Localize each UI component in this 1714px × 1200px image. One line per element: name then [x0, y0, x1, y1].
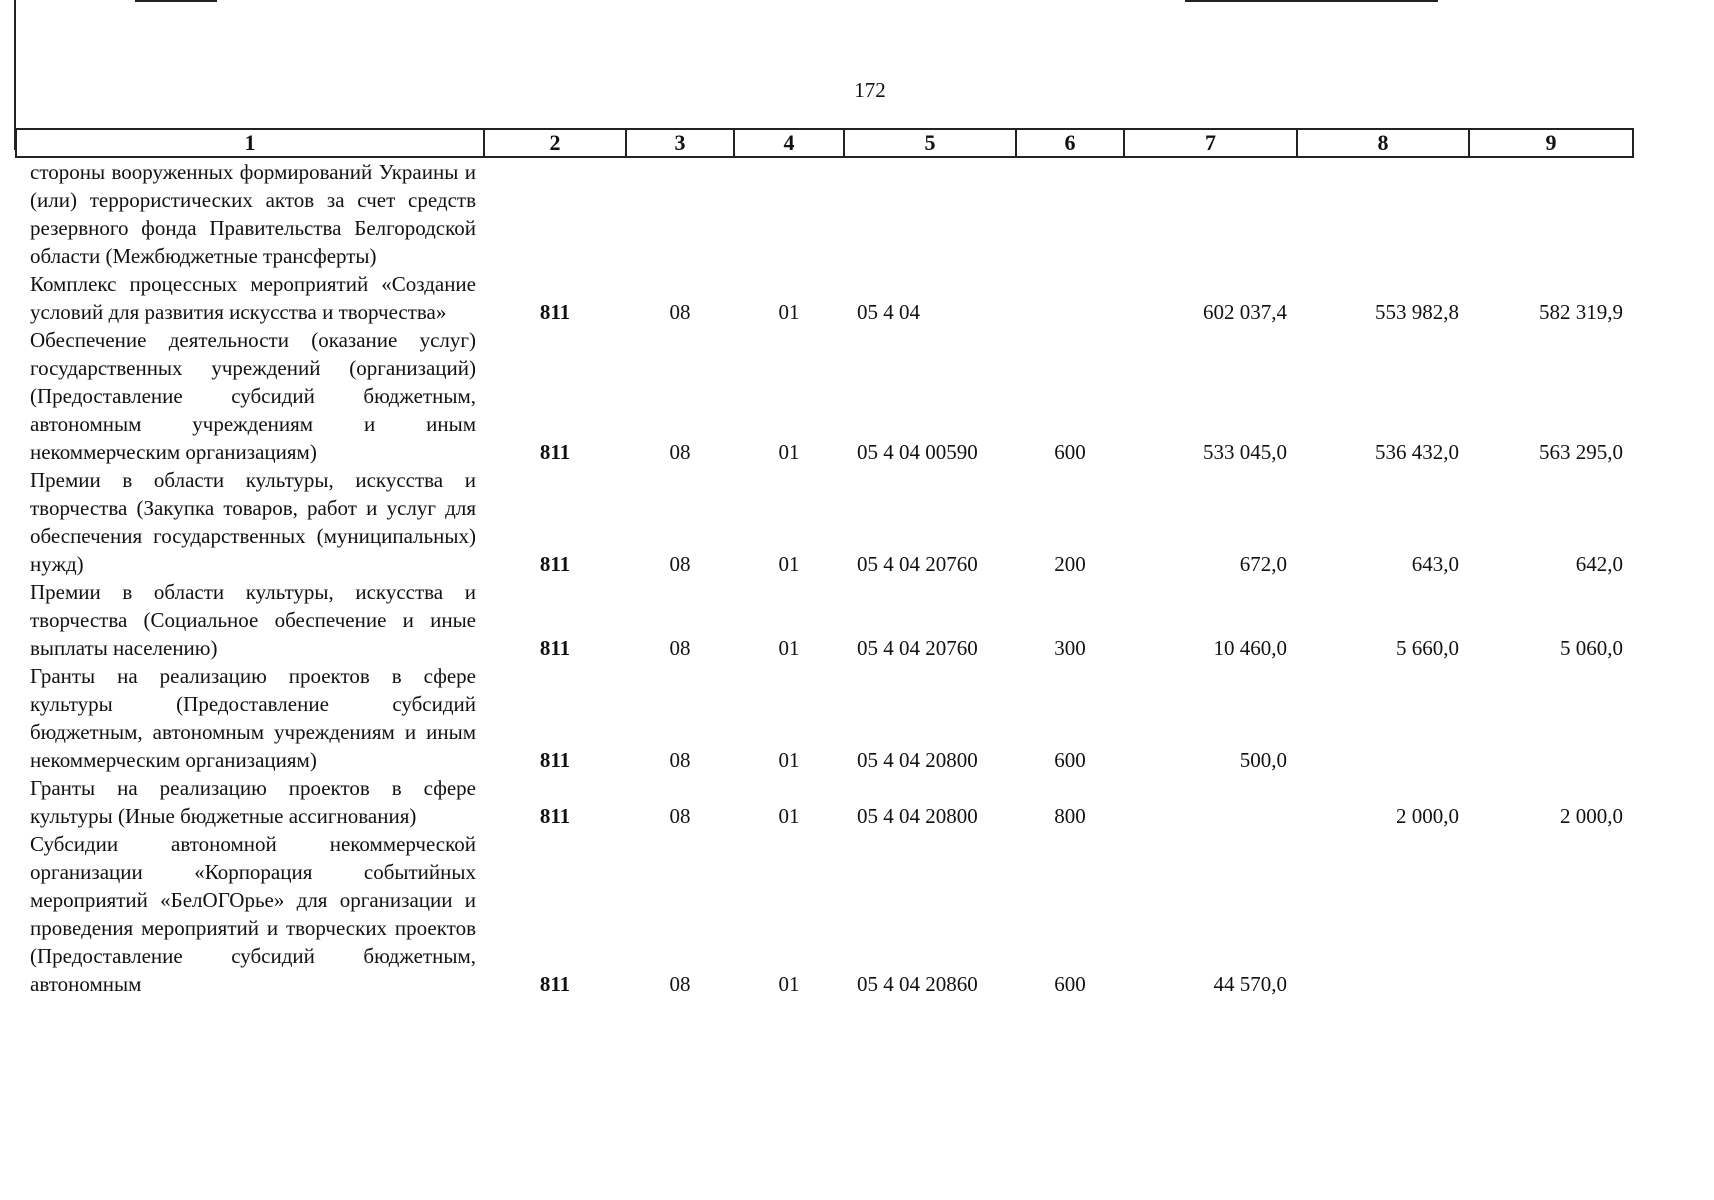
header-cell-4: 4: [734, 129, 844, 157]
cell-section: 08: [669, 972, 691, 996]
cell-amount-8: [1297, 830, 1469, 998]
page-number: 172: [854, 78, 886, 102]
cell-amount-8: 5 660,0: [1396, 636, 1459, 660]
cell-ministry-code: 811: [539, 300, 571, 324]
cell-amount-9: [1469, 662, 1633, 774]
cell-ministry-code: 811: [539, 636, 571, 660]
cell-subsection: 01: [778, 300, 800, 324]
header-cell-3: 3: [626, 129, 734, 157]
header-cell-6: 6: [1016, 129, 1124, 157]
cell-section: 08: [669, 300, 691, 324]
cell-amount-8: 643,0: [1411, 552, 1459, 576]
row-description: Комплекс процессных мероприятий «Создание условий для развития искусства и творчества»: [30, 272, 476, 324]
cell-target-article: [844, 157, 1016, 270]
cell-section: 08: [669, 552, 691, 576]
cell-amount-9: 642,0: [1575, 552, 1623, 576]
cell-subsection: 01: [778, 440, 800, 464]
cell-subsection: 01: [778, 972, 800, 996]
cell-amount-8: [1297, 662, 1469, 774]
table-row: [16, 662, 1633, 774]
row-description: Гранты на реализацию проектов в сфере культуры (Иные бюджетные ассигнования): [30, 776, 476, 828]
cell-target-article: 05 4 04: [857, 300, 920, 324]
cell-target-article: 05 4 04 20800: [857, 804, 978, 828]
cell-amount-8: 2 000,0: [1396, 804, 1459, 828]
cell-target-article: 05 4 04 20800: [857, 748, 978, 772]
scan-line-top-right: [1185, 0, 1438, 2]
header-cell-7: 7: [1124, 129, 1297, 157]
cell-subsection: 01: [778, 552, 800, 576]
cell-amount-7: 10 460,0: [1213, 636, 1287, 660]
cell-subsection: [734, 157, 844, 270]
cell-amount-7: [1124, 774, 1297, 830]
cell-target-article: 05 4 04 20760: [857, 636, 978, 660]
cell-expense-type: [1016, 270, 1124, 326]
table-row: [16, 270, 1633, 326]
header-cell-5: 5: [844, 129, 1016, 157]
cell-target-article: 05 4 04 00590: [857, 440, 978, 464]
cell-subsection: 01: [778, 804, 800, 828]
row-description: Обеспечение деятельности (оказание услуг) государственных учреждений (организаций) (Предоставление субсидий бюджетным, автономным учреждениям и иным некоммерческим организациям): [30, 328, 476, 464]
table-row: [16, 830, 1633, 998]
cell-target-article: 05 4 04 20860: [857, 972, 978, 996]
cell-amount-8: 553 982,8: [1375, 300, 1459, 324]
cell-amount-7: 602 037,4: [1203, 300, 1287, 324]
budget-table-wrapper: [15, 128, 1634, 998]
cell-amount-9: 582 319,9: [1539, 300, 1623, 324]
cell-amount-9: 5 060,0: [1560, 636, 1623, 660]
cell-expense-type: 600: [1054, 440, 1086, 464]
row-description: Премии в области культуры, искусства и творчества (Социальное обеспечение и иные выплаты населению): [30, 580, 476, 660]
cell-amount-7: 44 570,0: [1213, 972, 1287, 996]
cell-expense-type: 600: [1054, 748, 1086, 772]
cell-amount-8: 536 432,0: [1375, 440, 1459, 464]
header-cell-2: 2: [484, 129, 626, 157]
cell-amount-7: 533 045,0: [1203, 440, 1287, 464]
scan-line-top-left: [135, 0, 217, 2]
cell-expense-type: 800: [1054, 804, 1086, 828]
cell-subsection: 01: [778, 636, 800, 660]
cell-section: 08: [669, 440, 691, 464]
header-cell-1: 1: [16, 129, 484, 157]
cell-amount-9: [1469, 830, 1633, 998]
cell-subsection: 01: [778, 748, 800, 772]
cell-expense-type: [1016, 157, 1124, 270]
header-cell-9: 9: [1469, 129, 1633, 157]
cell-target-article: 05 4 04 20760: [857, 552, 978, 576]
cell-amount-9: 563 295,0: [1539, 440, 1623, 464]
cell-ministry-code: 811: [539, 552, 571, 576]
cell-ministry-code: 811: [539, 440, 571, 464]
cell-section: [626, 157, 734, 270]
cell-ministry-code: 811: [539, 748, 571, 772]
cell-section: 08: [669, 636, 691, 660]
cell-amount-9: 2 000,0: [1560, 804, 1623, 828]
row-description: Гранты на реализацию проектов в сфере культуры (Предоставление субсидий бюджетным, автономным учреждениям и иным некоммерческим организациям): [30, 664, 476, 772]
table-row: [16, 578, 1633, 662]
table-row: [16, 466, 1633, 578]
cell-ministry-code: [484, 157, 626, 270]
row-description: стороны вооруженных формирований Украины и (или) террористических актов за счет средств резервного фонда Правительства Белгородской области (Межбюджетные трансферты): [30, 160, 476, 268]
budget-table: [15, 128, 1634, 998]
table-row: [16, 774, 1633, 830]
cell-amount-7: 500,0: [1239, 748, 1287, 772]
cell-ministry-code: 811: [539, 972, 571, 996]
cell-amount-9: [1469, 157, 1633, 270]
cell-expense-type: 300: [1054, 636, 1086, 660]
cell-amount-7: [1124, 157, 1297, 270]
table-row: [16, 157, 1633, 270]
cell-amount-8: [1297, 157, 1469, 270]
cell-section: 08: [669, 804, 691, 828]
row-description: Премии в области культуры, искусства и творчества (Закупка товаров, работ и услуг для обеспечения государственных (муниципальных) нужд): [30, 468, 476, 576]
table-row: [16, 326, 1633, 466]
header-row: [16, 129, 1633, 157]
cell-amount-7: 672,0: [1239, 552, 1287, 576]
cell-ministry-code: 811: [539, 804, 571, 828]
cell-expense-type: 200: [1054, 552, 1086, 576]
cell-expense-type: 600: [1054, 972, 1086, 996]
header-cell-8: 8: [1297, 129, 1469, 157]
row-description: Субсидии автономной некоммерческой организации «Корпорация событийных мероприятий «БелОГОрье» для организации и проведения мероприятий и творческих проектов (Предоставление субсидий бюджетным, автономным: [30, 832, 476, 996]
cell-section: 08: [669, 748, 691, 772]
